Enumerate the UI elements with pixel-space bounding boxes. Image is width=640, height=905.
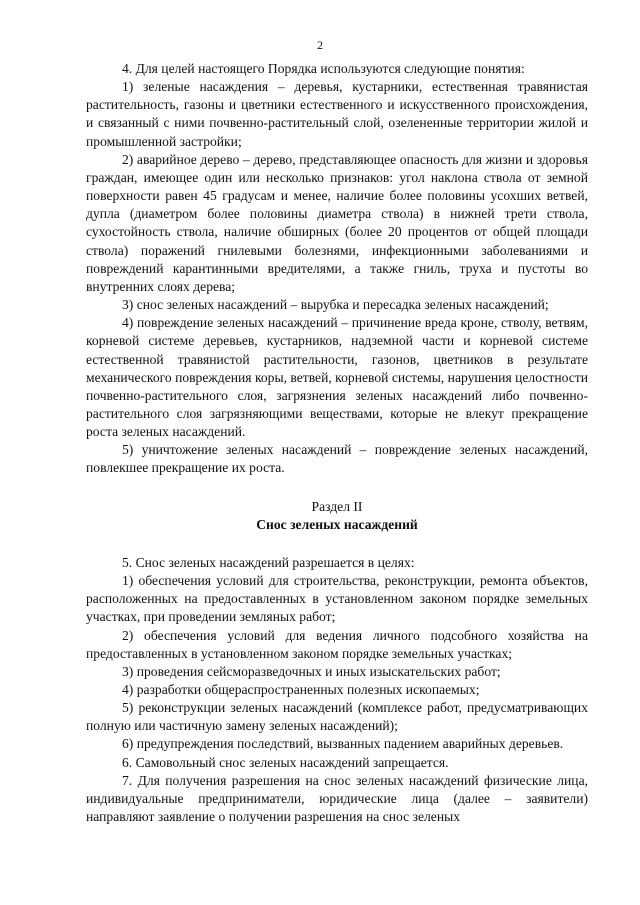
paragraph: 4) разработки общераспространенных полезных ископаемых; xyxy=(122,682,480,697)
paragraph: 4. Для целей настоящего Порядка используются следующие понятия: xyxy=(122,61,525,76)
paragraph: 5) реконструкции зеленых насаждений (комплексе работ, предусматривающих полную или частичную замену зеленых насаждений); xyxy=(86,700,588,734)
paragraph: 4) повреждение зеленых насаждений – причинение вреда кроне, стволу, ветвям, корневой системе деревьев, кустарников, надземной части и корневой системе естественной травянистой растительности, газонов, цветников в результате механического повреждения коры, ветвей, корневой системы, нарушения целостности почвенно-растительного слоя, загрязнения зеленых насаждений либо почвенно-растительного слоя загрязняющими веществами, которые не влекут прекращение роста зеленых насаждений. xyxy=(86,315,588,440)
section-label: Раздел II xyxy=(311,498,363,514)
paragraph: 3) снос зеленых насаждений – вырубка и пересадка зеленых насаждений; xyxy=(122,297,549,313)
paragraph: 5) уничтожение зеленых насаждений – повреждение зеленых насаждений, повлекшее прекращение их роста. xyxy=(86,442,588,476)
section-title: Снос зеленых насаждений xyxy=(256,516,418,532)
paragraph: 1) зеленые насаждения – деревья, кустарники, естественная травянистая растительность, газоны и цветники естественного и искусственного происхождения, и связанный с ними почвенно-растительный слой, озелененные территории жилой и промышленной застройки; xyxy=(86,79,588,149)
paragraph: 2) аварийное дерево – дерево, представляющее опасность для жизни и здоровья граждан, имеющее один или несколько признаков: угол наклона ствола от земной поверхности равен 45 градусам и менее, наличие более половины усохших ветвей, дупла (диаметром более половины диаметра ствола) в нижней трети ствола, сухостойность ствола, наличие обширных (более 20 процентов от общей площади ствола) поражений гнилевыми болезнями, инфекционными заболеваниями и повреждений карантинными вредителями, а также гниль, труха и пустоты во внутренних слоях дерева; xyxy=(86,151,588,294)
paragraph: 2) обеспечения условий для ведения личного подсобного хозяйства на предоставленных в установленном законом порядке земельных участках; xyxy=(86,627,588,661)
section-heading xyxy=(86,498,588,534)
document-body xyxy=(86,60,588,826)
paragraph: 3) проведения сейсморазведочных и иных изыскательских работ; xyxy=(122,663,501,679)
paragraph: 5. Снос зеленых насаждений разрешается в целях: xyxy=(122,554,415,570)
page-number: 2 xyxy=(317,38,323,52)
paragraph: 1) обеспечения условий для строительства, реконструкции, ремонта объектов, расположенных на предоставленных в установленном законом порядке земельных участках, при проведении земляных работ; xyxy=(86,573,588,625)
paragraph: 7. Для получения разрешения на снос зеленых насаждений физические лица, индивидуальные предприниматели, юридические лица (далее – заявители) направляют заявление о получении разрешения на снос зеленых xyxy=(86,772,588,825)
paragraph: 6) предупреждения последствий, вызванных падением аварийных деревьев. xyxy=(122,736,564,752)
paragraph: 6. Самовольный снос зеленых насаждений запрещается. xyxy=(122,754,449,770)
